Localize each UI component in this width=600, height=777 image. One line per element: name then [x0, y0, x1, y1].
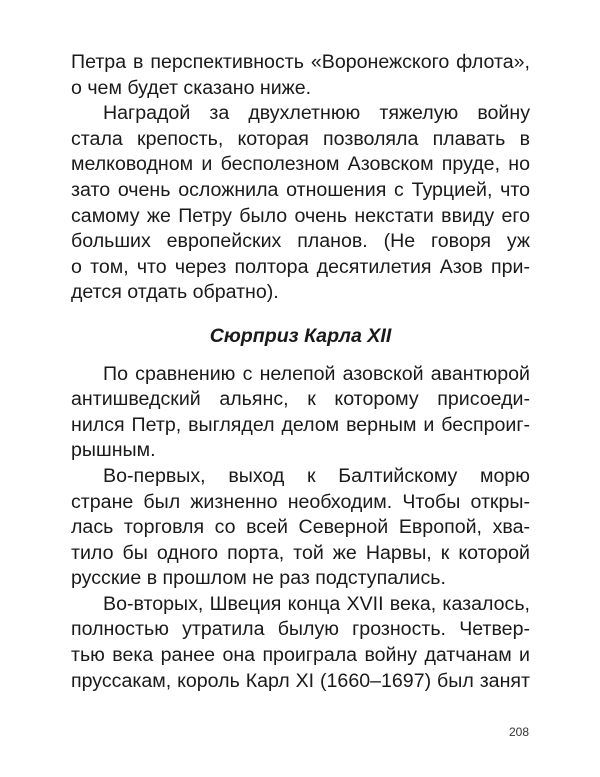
text-line: мелководном и бесполезном Азовском пруде, но — [71, 153, 530, 176]
paragraph — [71, 101, 530, 306]
paragraph — [71, 592, 530, 694]
text-line: стране был жизненно необходим. Чтобы откры- — [71, 490, 530, 513]
text-line: Петра в перспективность «Воронежского флота», — [71, 51, 530, 73]
text-line: больших европейских планов. (Не говоря уж — [71, 230, 530, 253]
page-body — [71, 50, 530, 694]
text-line: тью века ранее она проиграла войну датчанам и — [71, 644, 530, 667]
text-line: тило бы одного порта, той же Нарвы, к которой — [71, 541, 530, 564]
text-line: Наградой за двухлетнюю тяжелую войну — [103, 102, 530, 125]
text-line: о том, что через полтора десятилетия Азов при- — [71, 255, 530, 278]
text-line: пруссакам, король Карл XI (1660–1697) был занят — [71, 669, 530, 692]
text-line: Во-вторых, Швеция конца XVII века, казалось, — [103, 592, 530, 615]
text-line: стала крепость, которая позволяла плавать в — [71, 127, 530, 150]
page-number: 208 — [508, 725, 529, 739]
text-line: самому же Петру было очень некстати ввиду его — [71, 204, 530, 227]
text-line: рышным. — [71, 439, 156, 462]
text-line: Во-первых, выход к Балтийскому морю — [103, 464, 530, 487]
text-line: полностью утратила былую грозность. Четвер- — [71, 618, 530, 641]
text-line: антишведский альянс, к которому присоеди- — [71, 388, 530, 411]
text-line: нился Петр, выглядел делом верным и беспроиг- — [71, 413, 530, 436]
text-line: дется отдать обратно). — [71, 281, 279, 304]
paragraph — [71, 50, 530, 101]
text-line: о чем будет сказано ниже. — [71, 76, 312, 99]
text-line: зато очень осложнила отношения с Турцией, что — [71, 178, 530, 201]
text-line: По сравнению с нелепой азовской авантюрой — [103, 362, 530, 385]
paragraph — [71, 362, 530, 464]
section-heading: Сюрприз Карла XII — [209, 324, 392, 347]
text-line: лась торговля со всей Северной Европой, хва- — [71, 516, 530, 539]
paragraph — [71, 464, 530, 592]
text-line: русские в прошлом не раз подступались. — [71, 567, 446, 590]
